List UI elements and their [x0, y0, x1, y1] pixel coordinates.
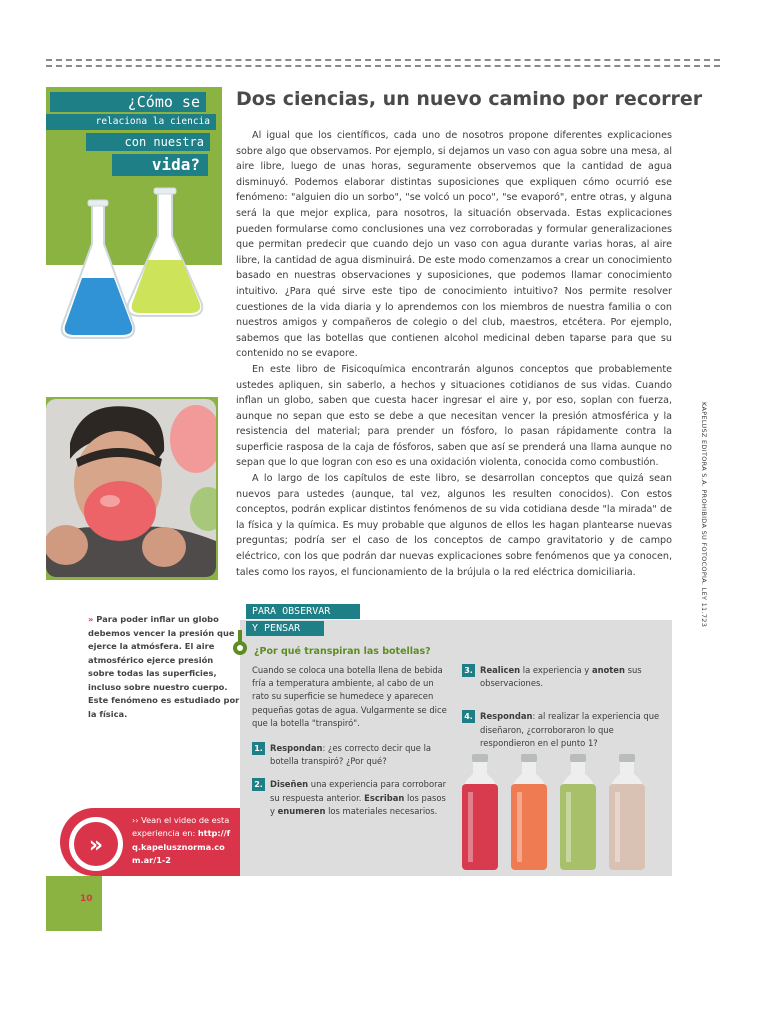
step-verb: Escriban: [364, 792, 405, 803]
bottle: [609, 754, 645, 870]
balloon-photo: [46, 399, 216, 577]
body-text: [236, 128, 672, 580]
header-line-1: ¿Cómo se: [50, 92, 206, 112]
play-arrow-icon[interactable]: [66, 814, 126, 874]
step-1: [252, 742, 452, 768]
footer-block: [46, 876, 102, 931]
activity-intro: Cuando se coloca una botella llena de bebida fría a temperatura ambiente, al cabo de un rato su superficie se humedece y aparecen pequeñas gotas de agua. Vulgarmente se dice que la botella "transpiró".: [252, 665, 447, 728]
step-text: : al realizar la experiencia que diseñaron, ¿corroboraron lo que respondieron en el punto 1?: [480, 711, 660, 748]
paragraph: A lo largo de los capítulos de este libro, se desarrollan conceptos que quizá sean nuevos para ustedes (aunque, tal vez, algunos les resulten conocidos). Con estos conceptos, podrán explicar distintos fenómenos de su vida cotidiana desde "la mirada" de la física y la química. Es muy probable que algunos de ellos les hagan plantearse nuevas preguntas; podría ser el caso de los conceptos de campo gravitatorio y de campo eléctrico, con los que podrán dar nuevas explicaciones sobre fenómenos que ya conocen, tales como los rayos, el funcionamiento de la brújula o la red eléctrica domiciliaria.: [236, 473, 672, 578]
page-number: 10: [80, 894, 93, 904]
step-3: [462, 664, 662, 690]
flasks-illustration: [52, 186, 214, 346]
activity-right-column: [462, 664, 662, 750]
step-text: : ¿es correcto decir que la botella transpiró? ¿Por qué?: [270, 743, 432, 767]
pin-icon: [230, 630, 250, 660]
paragraph: Al igual que los científicos, cada uno de nosotros propone diferentes explicaciones sobre algo que observamos. Por ejemplo, si dejamos un vaso con agua sobre una mesa, al aire libre, luego de unas horas, seguramente observemos que la cantidad de agua disminuyó. Podemos elaborar distintas suposiciones que expliquen cómo ocurrió ese fenómeno: "alguien dio un sorbo", "se volcó un poco", "se evaporó", entre otras, y alguna será la que mejor explica, para nosotros, la situación observada. Estas explicaciones pueden formularse como conclusiones una vez corroboradas y formular generalizaciones que permitan predecir que cuando dejo un vaso con agua durante varias horas, al aire libre, la cantidad de agua disminuirá. De este modo comenzamos a crear un conocimiento basado en nuestras observaciones y suposiciones, que podemos llamar conocimiento intuitivo. ¿Para qué sirve este tipo de conocimiento intuitivo? Nos permite resolver cuestiones de la vida diaria y lo aprendemos con los miembros de nuestra familia o con nuestros amigos y compañeros de colegio o del club, maestros, etcétera. Por ejemplo, sabemos que las botellas que contienen alcohol medicinal deben taparse para que su contenido no se evapore.: [236, 130, 672, 360]
step-verb: Diseñen: [270, 779, 309, 790]
bottle: [560, 754, 596, 870]
header-line-2: relaciona la ciencia: [46, 114, 216, 130]
step-number: 4.: [462, 710, 475, 723]
header-line-3: con nuestra: [86, 133, 210, 151]
activity-tag-line-2: Y PENSAR: [246, 621, 324, 636]
step-text: una experiencia para corroborar su respuesta anterior.: [270, 779, 447, 803]
arrow-glyph: »: [88, 833, 104, 858]
copyright-notice: KAPELUSZ EDITORA S.A. PROHIBIDA SU FOTOCOPIA. LEY 11.723: [700, 402, 708, 628]
side-note-text: Para poder inflar un globo debemos vencer la presión que ejerce la atmósfera. El aire atmosférico ejerce presión sobre todas las superficies, incluso sobre nuestro cuerpo. Este fenómeno es estudiado por la física.: [88, 614, 240, 719]
step-verb: Respondan: [480, 711, 533, 722]
step-number: 1.: [252, 742, 265, 755]
step-text: los pasos y: [270, 792, 446, 816]
video-text: [132, 814, 236, 868]
video-link[interactable]: http://fq.kapelusznorma.com.ar/1-2: [132, 828, 231, 866]
video-text-prefix: ›› Vean el video de esta experiencia en:: [132, 815, 230, 839]
step-text: sus observaciones.: [480, 665, 642, 689]
bottles-image: [456, 752, 652, 874]
bottle: [462, 754, 498, 870]
paragraph: En este libro de Fisicoquímica encontrarán algunos conceptos que probablemente ustedes apliquen, sin saberlo, a hechos y situaciones cotidianos de sus vidas. Cuando inflan un globo, saben que cuesta hacer ingresar el aire y, por eso, soplan con fuerza, aunque no sepan que esto se debe a que necesitan vencer la presión atmosférica y la resistencia del material; para prender un fósforo, lo pasan rápidamente contra la superficie rasposa de la caja de fósforos, saben que así se prenderá una llama aunque no sepan que lo que logran con eso es una oxidación violenta, conocida como combustión.: [236, 363, 672, 469]
activity-question: ¿Por qué transpiran las botellas?: [254, 646, 431, 657]
side-note: [88, 613, 240, 721]
activity-tag-line-1: PARA OBSERVAR: [246, 604, 360, 619]
step-number: 3.: [462, 664, 475, 677]
page-title: Dos ciencias, un nuevo camino por recorrer: [236, 88, 703, 110]
step-2: [252, 778, 452, 818]
header-line-4: vida?: [112, 154, 208, 176]
activity-left-column: [252, 664, 452, 828]
arrow-icon: »: [88, 614, 94, 624]
step-verb: anoten: [591, 665, 625, 675]
step-verb: Realicen: [480, 665, 521, 675]
step-number: 2.: [252, 778, 265, 791]
bottle: [511, 754, 547, 870]
dashed-rule: [46, 65, 720, 67]
step-text: la experiencia y: [520, 665, 592, 675]
step-text: los materiales necesarios.: [325, 805, 438, 816]
dashed-rule: [46, 59, 720, 61]
step-4: [462, 710, 662, 750]
person-blowing-balloon-image: [46, 399, 216, 577]
step-verb: Respondan: [270, 743, 323, 754]
step-verb: enumeren: [277, 805, 326, 816]
